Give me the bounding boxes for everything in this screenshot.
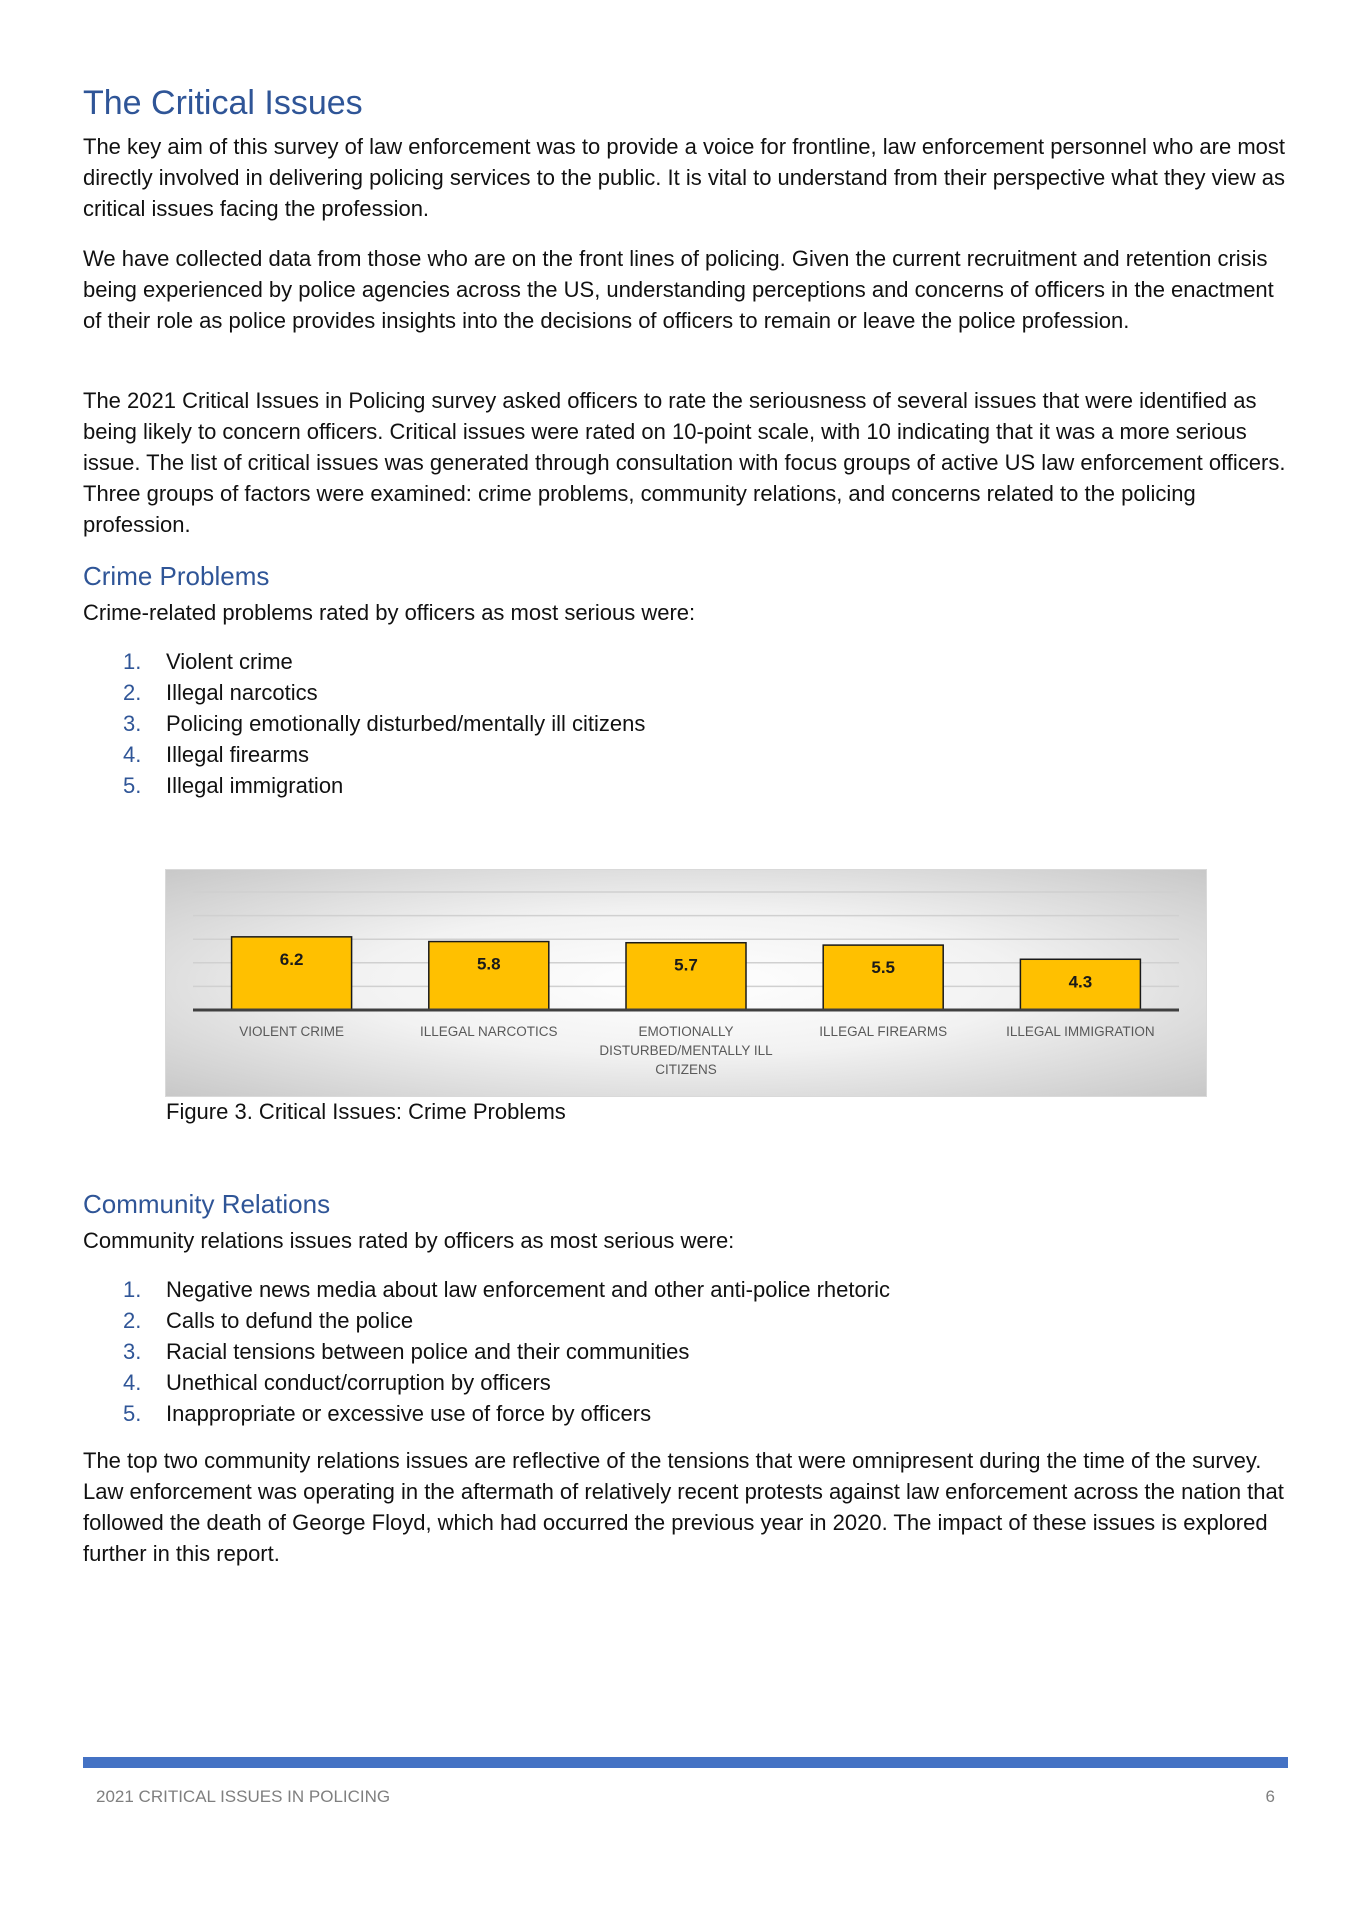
community-relations-closing: The top two community relations issues are reflective of the tensions that were omnipresent during the time of the survey. Law enforcement was operating in the aftermath of relatively recent protests against law enforcement across the nation that followed the death of George Floyd, which had occurred the previous year in 2020. The impact of these issues is explored further in this report. [83,1448,1284,1566]
document-page [83,0,1288,1921]
data-label: 4.3 [1068,972,1093,992]
footer-report-title: 2021 CRITICAL ISSUES IN POLICING [96,1787,391,1806]
bar-chart-svg [166,870,1206,1096]
community-relations-intro: Community relations issues rated by officers as most serious were: [83,1228,735,1253]
category-tick-label: ILLEGAL NARCOTICS [420,1024,558,1039]
category-tick-label: VIOLENT CRIME [239,1024,344,1039]
bar [429,942,549,1010]
footer-rule [83,1757,1288,1768]
bar [823,945,943,1010]
list-item: 2. Calls to defund the police [123,1308,414,1333]
intro-paragraph-1: The key aim of this survey of law enforcement was to provide a voice for frontline, law enforcement personnel who are most directly involved in delivering policing services to the public. It is vital to understand from their perspective what they view as critical issues facing the profession. [83,134,1286,221]
intro-paragraph-2: We have collected data from those who are on the front lines of policing. Given the current recruitment and retention crisis being experienced by police agencies across the US, understanding perceptions and concerns of officers in the enactment of their role as police provides insights into the decisions of officers to remain or leave the police profession. [83,246,1274,333]
data-label: 5.8 [476,954,501,974]
bar [232,937,352,1010]
list-item: 4. Illegal firearms [123,742,310,767]
crime-problems-list [83,646,645,801]
list-item: 3. Racial tensions between police and their communities [123,1339,690,1364]
crime-problems-heading: Crime Problems [83,561,270,591]
list-item: 1. Negative news media about law enforcement and other anti-police rhetoric [123,1277,890,1302]
list-item: 3. Policing emotionally disturbed/mentally ill citizens [123,711,646,736]
list-item: 1. Violent crime [123,649,293,674]
category-tick-label: CITIZENS [655,1062,717,1077]
category-tick-label: ILLEGAL FIREARMS [819,1024,948,1039]
category-tick-label: EMOTIONALLY [638,1024,734,1039]
figure-caption: Figure 3. Critical Issues: Crime Problems [166,1099,566,1124]
data-label: 5.7 [674,955,698,975]
list-item: 5. Inappropriate or excessive use of force by officers [123,1401,652,1426]
data-label: 6.2 [279,949,304,969]
intro-paragraph-3: The 2021 Critical Issues in Policing survey asked officers to rate the seriousness of several issues that were identified as being likely to concern officers. Critical issues were rated on 10-point scale, with 10 indicating that it was a more serious issue. The list of critical issues was generated through consultation with focus groups of active US law enforcement officers. Three groups of factors were examined: crime problems, community relations, and concerns related to the policing profession. [83,388,1286,537]
crime-problems-chart [165,869,1207,1097]
footer-page-number: 6 [1265,1787,1275,1806]
community-relations-list [83,1274,890,1429]
category-tick-label: ILLEGAL IMMIGRATION [1006,1024,1155,1039]
bar [626,943,746,1010]
list-item: 5. Illegal immigration [123,773,344,798]
list-item: 4. Unethical conduct/corruption by officers [123,1370,551,1395]
community-relations-heading: Community Relations [83,1189,331,1219]
list-item: 2. Illegal narcotics [123,680,318,705]
crime-problems-intro: Crime-related problems rated by officers as most serious were: [83,600,696,625]
category-tick-label: DISTURBED/MENTALLY ILL [599,1043,773,1058]
data-label: 5.5 [871,958,896,978]
page-title: The Critical Issues [83,84,363,122]
